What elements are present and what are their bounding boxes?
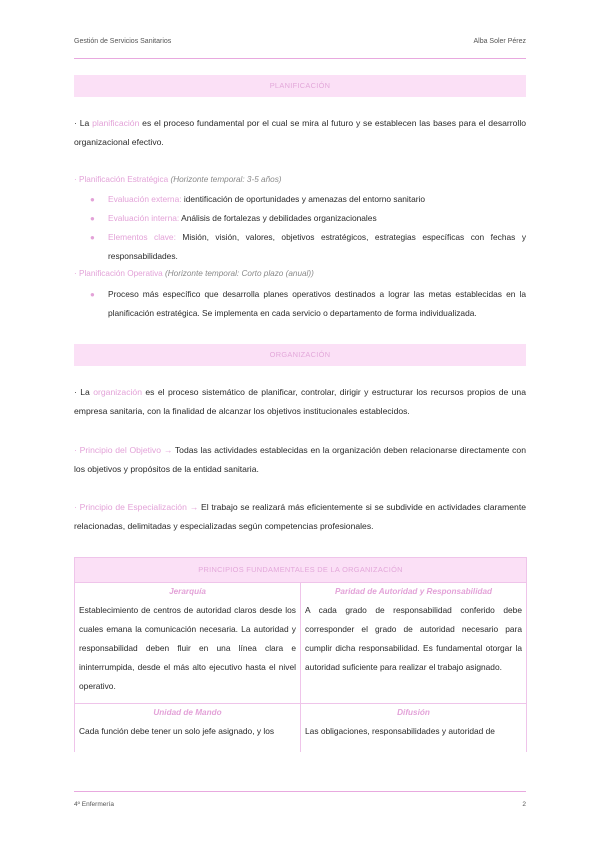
item-label: Evaluación interna:	[108, 213, 180, 223]
item-label: Elementos clave:	[108, 232, 176, 242]
bullet-icon: ●	[90, 214, 95, 223]
item-text: identificación de oportunidades y amenazas del entorno sanitario	[183, 194, 426, 204]
page-number: 2	[522, 801, 526, 808]
item-label: Evaluación externa:	[108, 194, 182, 204]
table-cell	[75, 704, 301, 753]
cell-body: A cada grado de responsabilidad conferido debe corresponder el grado de autoridad necesario para cumplir dicha responsabilidad. Es fundamental otorgar la autoridad suficiente para realizar el trabajo asignado.	[305, 605, 522, 672]
principio-especializacion	[74, 498, 526, 536]
page-header	[74, 38, 526, 50]
table-cell	[75, 583, 301, 704]
cell-title: Paridad de Autoridad y Responsabilidad	[334, 587, 493, 596]
list-item	[90, 285, 526, 323]
bullet-icon: ●	[90, 290, 95, 299]
cell-title: Jerarquía	[169, 587, 206, 596]
section-band-planificacion: PLANIFICACIÓN	[74, 75, 526, 97]
planificacion-intro	[74, 114, 526, 152]
item-text: Misión, visión, valores, objetivos estratégicos, estrategias específicas con fechas y responsabilidades.	[108, 232, 527, 261]
principio-especializacion-label: · Principio de Especialización →	[74, 502, 199, 512]
table-header: PRINCIPIOS FUNDAMENTALES DE LA ORGANIZACIÓN	[75, 558, 527, 583]
operativa-title: · Planificación Operativa	[74, 269, 163, 278]
principles-table	[74, 557, 527, 752]
header-author: Alba Soler Pérez	[473, 38, 526, 45]
term-planificacion: planificación	[92, 118, 140, 128]
item-text: Proceso más específico que desarrolla planes operativos destinados a lograr las metas establecidas en la planificación estratégica. Se implementa en cada servicio o departamento de forma individualizada.	[108, 289, 526, 318]
footer-course: 4º Enfermería	[74, 801, 114, 808]
list-item	[90, 209, 526, 228]
intro-marker: ·	[74, 387, 77, 397]
section-band-organizacion: ORGANIZACIÓN	[74, 344, 526, 366]
intro-pre: La	[79, 118, 90, 128]
estrategica-title: · Planificación Estratégica	[74, 175, 169, 184]
principio-objetivo	[74, 441, 526, 479]
cell-body: Establecimiento de centros de autoridad claros desde los cuales emana la comunicación necesaria. La autoridad y responsabilidad deben fluir en una línea clara e ininterrumpida, desde el más alto ejecutivo hasta el nivel operativo.	[79, 605, 296, 691]
heading-estrategica	[74, 173, 282, 187]
cell-title: Unidad de Mando	[153, 708, 222, 717]
cell-body: Cada función debe tener un solo jefe asignado, y los	[79, 726, 275, 736]
intro-marker: ·	[74, 118, 77, 128]
intro-pre: La	[80, 387, 90, 397]
footer-rule	[74, 791, 526, 792]
principio-objetivo-text: Todas las actividades establecidas en la organización deben relacionarse directamente con los objetivos y propósitos de la entidad sanitaria.	[74, 445, 526, 474]
item-text: Análisis de fortalezas y debilidades organizacionales	[181, 213, 377, 223]
heading-operativa	[74, 267, 314, 281]
intro-post: es el proceso sistemático de planificar, controlar, dirigir y estructurar los recursos propios de una empresa sanitaria, con la finalidad de alcanzar los objetivos institucionales establecidos.	[74, 387, 526, 416]
cell-title: Difusión	[397, 708, 430, 717]
term-organizacion: organización	[93, 387, 142, 397]
principio-especializacion-text: El trabajo se realizará más eficientemente si se subdivide en actividades claramente relacionadas, delimitadas y especializadas según competencias profesionales.	[74, 502, 527, 531]
intro-post: es el proceso fundamental por el cual se mira al futuro y se establecen las bases para el desarrollo organizacional efectivo.	[74, 118, 527, 147]
list-item	[90, 190, 526, 209]
table-cell	[301, 704, 527, 753]
operativa-horizon: (Horizonte temporal: Corto plazo (anual))	[165, 269, 314, 278]
estrategica-horizon: (Horizonte temporal: 3-5 años)	[170, 175, 282, 184]
list-item	[90, 228, 526, 266]
organizacion-intro	[74, 383, 526, 421]
bullet-icon: ●	[90, 233, 95, 242]
cell-body: Las obligaciones, responsabilidades y autoridad de	[305, 726, 495, 736]
table-cell	[301, 583, 527, 704]
principio-objetivo-label: · Principio del Objetivo →	[74, 445, 173, 455]
header-rule	[74, 58, 526, 59]
header-course: Gestión de Servicios Sanitarios	[74, 38, 172, 45]
bullet-icon: ●	[90, 195, 95, 204]
table-row	[75, 583, 527, 704]
table-row	[75, 704, 527, 753]
